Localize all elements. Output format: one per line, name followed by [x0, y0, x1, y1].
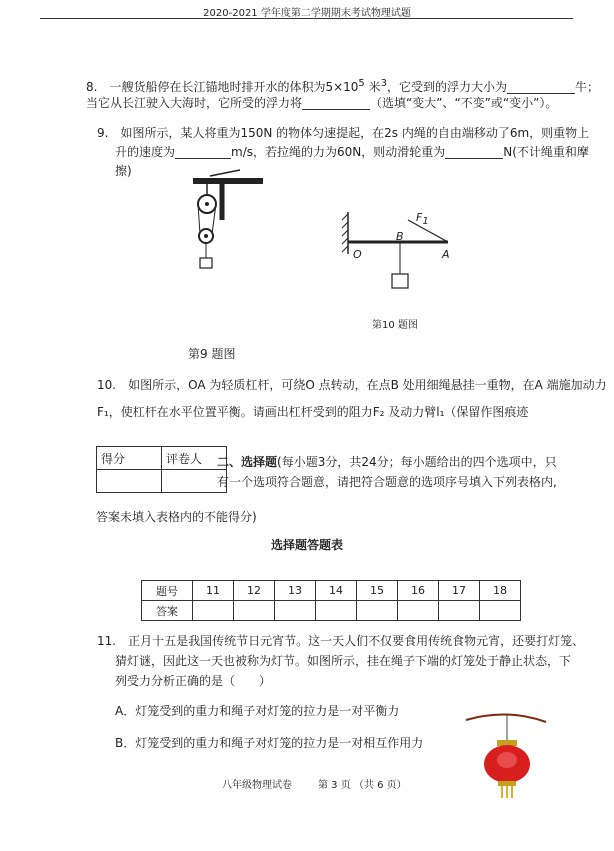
answer-table [141, 580, 521, 621]
answer-cell [316, 601, 357, 621]
answer-table-head-number: 题号 [142, 581, 193, 601]
question-8-line-1: 8. 一艘货船停在长江锚地时排开水的体积为$5\times 10^5$ 米$^3$，它受到的浮力大小为 牛； [86, 78, 600, 94]
answer-cell [234, 601, 275, 621]
answer-cell [439, 601, 480, 621]
question-number-cell: 11 [193, 581, 234, 601]
option-b: B．灯笼受到的重力和绳子对灯笼的拉力是一对相互作用力 [115, 736, 424, 750]
lantern-figure [462, 708, 552, 800]
question-9-line-3: 擦) [115, 164, 132, 178]
pulley-figure [180, 168, 270, 278]
answer-cell [357, 601, 398, 621]
question-9-line-2: 升的速度为 m/s，若拉绳的力为60N，则动滑轮重为 N(不计绳重和摩 [115, 145, 589, 159]
question-10-line-1: 10. 如图所示，OA 为轻质杠杆，可绕O 点转动，在点B 处用细绳悬挂一重物，在A 端施加动力 [97, 378, 607, 392]
question-11-line-3: 列受力分析正确的是（ ） [115, 674, 272, 688]
label-f1: $F_1$ [416, 211, 429, 228]
question-number-cell: 12 [234, 581, 275, 601]
question-11-line-1: 11. 正月十五是我国传统节日元宵节。这一天人们不仅要食用传统食物元宵，还要打灯笼、 [97, 634, 585, 648]
answer-cell [193, 601, 234, 621]
answer-blank [302, 97, 370, 110]
answer-blank [507, 81, 575, 94]
question-number-cell: 14 [316, 581, 357, 601]
question-number-cell: 13 [275, 581, 316, 601]
grader-cell-label: 评卷人 [162, 447, 227, 470]
option-a: A．灯笼受到的重力和绳子对灯笼的拉力是一对平衡力 [115, 704, 400, 718]
answer-table-head-answer: 答案 [142, 601, 193, 621]
score-cell [97, 470, 162, 493]
answer-blank [175, 146, 231, 159]
question-number-cell: 15 [357, 581, 398, 601]
answer-table-title: 选择题答题表 [270, 538, 343, 552]
answer-cell [275, 601, 316, 621]
question-11-line-2: 猜灯谜，因此这一天也被称为灯节。如图所示，挂在绳子下端的灯笼处于静止状态，下 [115, 654, 572, 668]
figure-10-caption: 第10 题图 [372, 320, 418, 331]
label-a: A [442, 248, 450, 261]
score-cell-label: 得分 [97, 447, 162, 470]
page-header: 2020-2021 学年度第二学期期末考试物理试题 [203, 8, 411, 19]
footer-subject: 八年级物理试卷 [222, 780, 292, 791]
question-number-cell: 18 [480, 581, 521, 601]
footer-page-number: 第 3 页 （共 6 页） [318, 780, 407, 791]
section-2-line-1: 二、选择题(每小题3分，共24分；每小题给出的四个选项中，只 [217, 455, 557, 469]
question-10-line-2: F₁，使杠杆在水平位置平衡。请画出杠杆受到的阻力F₂ 及动力臂l₁（保留作图痕迹 [97, 405, 529, 419]
question-number-cell: 17 [439, 581, 480, 601]
question-8-line-2: 当它从长江驶入大海时，它所受的浮力将 （选填“变大”、“不变”或“变小”）。 [86, 96, 558, 110]
label-b: B [396, 230, 404, 243]
header-divider [40, 18, 573, 19]
figure-9-caption: 第9 题图 [188, 347, 236, 361]
label-o: O [353, 248, 362, 261]
question-9-line-1: 9. 如图所示，某人将重为150N 的物体匀速提起，在2s 内绳的自由端移动了6m，则重物上 [97, 126, 590, 140]
score-table [96, 446, 227, 493]
section-2-line-2: 有一个选项符合题意，请把符合题意的选项序号填入下列表格内, [217, 475, 557, 489]
section-2-line-3: 答案未填入表格内的不能得分) [96, 510, 257, 524]
answer-blank [445, 146, 503, 159]
answer-cell [480, 601, 521, 621]
answer-cell [398, 601, 439, 621]
question-number-cell: 16 [398, 581, 439, 601]
